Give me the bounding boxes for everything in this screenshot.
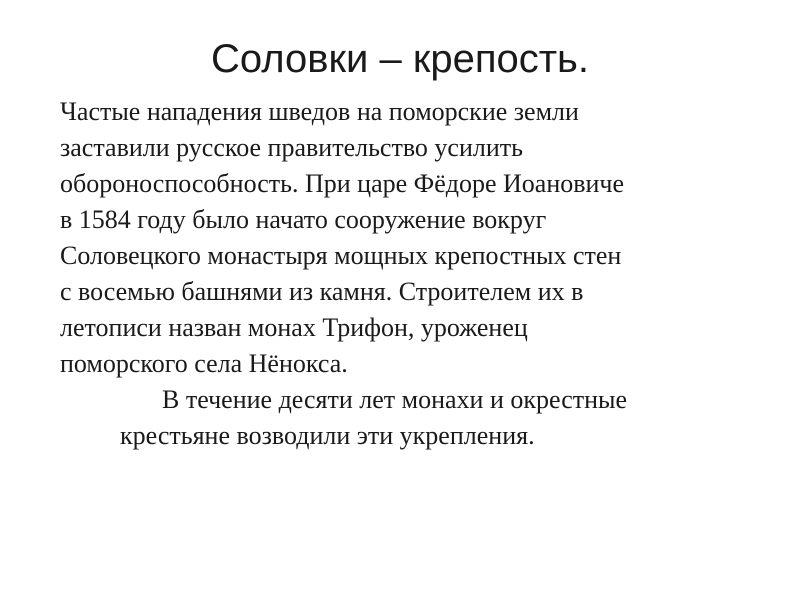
- paragraph-1: [60, 94, 760, 382]
- slide-body: [60, 94, 760, 454]
- text-line: заставили русское правительство усилить: [60, 133, 523, 162]
- text-line: крестьяне возводили эти укрепления.: [120, 421, 535, 450]
- text-line: летописи назван монах Трифон, уроженец: [60, 313, 528, 342]
- text-line: В течение десяти лет монахи и окрестные: [162, 385, 628, 414]
- text-line: Соловецкого монастыря мощных крепостных стен: [60, 241, 622, 270]
- paragraph-2: [60, 382, 760, 454]
- text-line: с восемью башнями из камня. Строителем их в: [60, 277, 584, 306]
- text-line: Частые нападения шведов на поморские земли: [60, 97, 579, 126]
- slide-title: Соловки – крепость.: [210, 37, 590, 81]
- text-line: поморского села Нёнокса.: [60, 349, 348, 378]
- text-line: в 1584 году было начато сооружение вокруг: [60, 205, 547, 234]
- text-line: обороноспособность. При царе Фёдоре Иоановиче: [60, 169, 625, 198]
